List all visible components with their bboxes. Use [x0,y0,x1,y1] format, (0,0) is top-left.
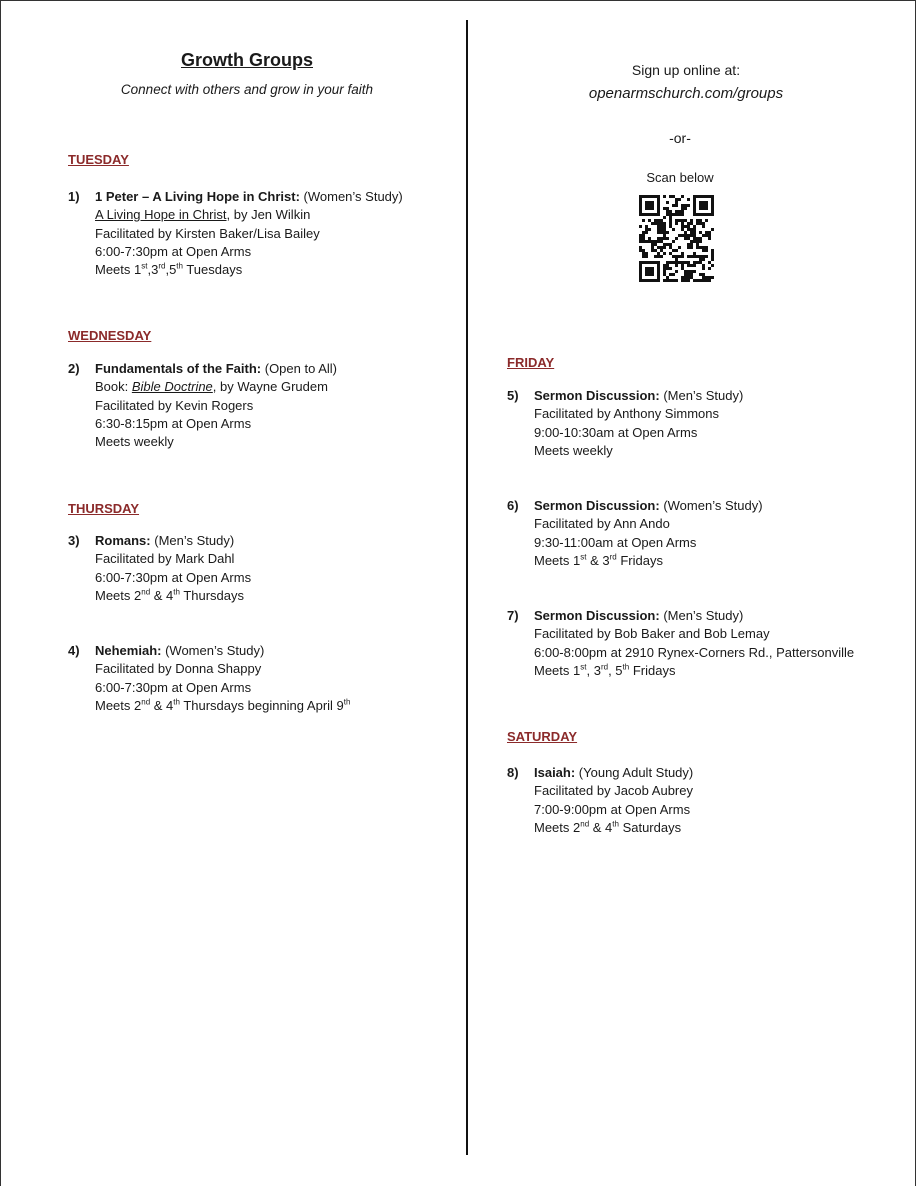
group-meets: Meets 1st & 3rd Fridays [534,552,663,568]
group-type: (Men’s Study) [659,388,744,403]
day-heading-thursday: THURSDAY [68,501,140,516]
group-number: 4) [68,643,80,658]
group-facilitator: Facilitated by Kevin Rogers [95,397,254,413]
signup-intro: Sign up online at: [631,62,741,78]
group-name: Fundamentals of the Faith: [95,361,262,376]
group-time: 6:00-8:00pm at 2910 Rynex-Corners Rd., Pattersonville [534,644,855,660]
book-title: Bible Doctrine [131,379,213,395]
group-name: Sermon Discussion: [534,498,660,513]
book-title: A Living Hope in Christ [95,207,227,223]
group-meets: Meets 1st, 3rd, 5th Fridays [534,662,676,678]
group-facilitator: Facilitated by Anthony Simmons [534,406,719,422]
group-time: 6:00-7:30pm at Open Arms [95,569,252,585]
group-facilitator: Facilitated by Kirsten Baker/Lisa Bailey [95,225,320,241]
group-name: Isaiah: [534,765,576,780]
book-prefix: Book: [95,379,132,395]
group-number: 2) [68,361,80,376]
group-facilitator: Facilitated by Donna Shappy [95,661,262,677]
group-name: 1 Peter – A Living Hope in Christ: [95,189,300,204]
group-meets: Meets weekly [534,442,613,458]
group-type: (Men’s Study) [659,608,744,623]
group-type: (Women’s Study) [161,643,265,658]
page-title: Growth Groups [181,50,313,70]
page-subtitle: Connect with others and grow in your faith [120,82,374,97]
day-heading-wednesday: WEDNESDAY [68,328,152,343]
group-facilitator: Facilitated by Jacob Aubrey [534,783,693,799]
group-number: 7) [507,608,519,623]
book-author: , by Wayne Grudem [212,379,328,395]
group-time: 6:00-7:30pm at Open Arms [95,679,252,695]
group-meets: Meets 2nd & 4th Thursdays beginning April 9th [95,697,351,713]
group-meets: Meets 1st,3rd,5th Tuesdays [95,261,243,278]
column-divider [466,20,468,1155]
group-name: Sermon Discussion: [534,608,660,623]
group-name: Sermon Discussion: [534,388,660,403]
group-time: 6:30-8:15pm at Open Arms [95,415,252,431]
group-meets: Meets 2nd & 4th Thursdays [95,587,245,603]
day-heading-friday: FRIDAY [507,355,555,370]
group-facilitator: Facilitated by Ann Ando [534,516,670,532]
group-time: 9:30-11:00am at Open Arms [534,534,697,550]
group-time: 6:00-7:30pm at Open Arms [95,243,252,259]
qr-code-icon[interactable] [639,195,714,282]
group-number: 1) [68,189,80,204]
group-type: (Open to All) [261,361,337,376]
scan-label: Scan below [646,170,714,185]
group-type: (Men’s Study) [150,533,235,548]
group-number: 3) [68,533,80,548]
signup-or: -or- [669,130,691,146]
group-number: 6) [507,498,519,513]
group-type: (Women’s Study) [299,189,403,204]
group-type: (Young Adult Study) [575,765,694,780]
group-facilitator: Facilitated by Mark Dahl [95,551,235,567]
group-facilitator: Facilitated by Bob Baker and Bob Lemay [534,626,770,642]
group-name: Romans: [95,533,151,548]
signup-url[interactable]: openarmschurch.com/groups [588,85,784,102]
group-time: 9:00-10:30am at Open Arms [534,424,698,440]
group-time: 7:00-9:00pm at Open Arms [534,801,691,817]
day-heading-tuesday: TUESDAY [68,152,129,167]
group-meets: Meets 2nd & 4th Saturdays [534,819,682,835]
day-heading-saturday: SATURDAY [507,729,578,744]
group-type: (Women’s Study) [659,498,763,513]
group-number: 5) [507,388,519,403]
group-name: Nehemiah: [95,643,162,658]
group-meets: Meets weekly [95,434,174,450]
group-number: 8) [507,765,519,780]
book-author: , by Jen Wilkin [226,207,311,223]
